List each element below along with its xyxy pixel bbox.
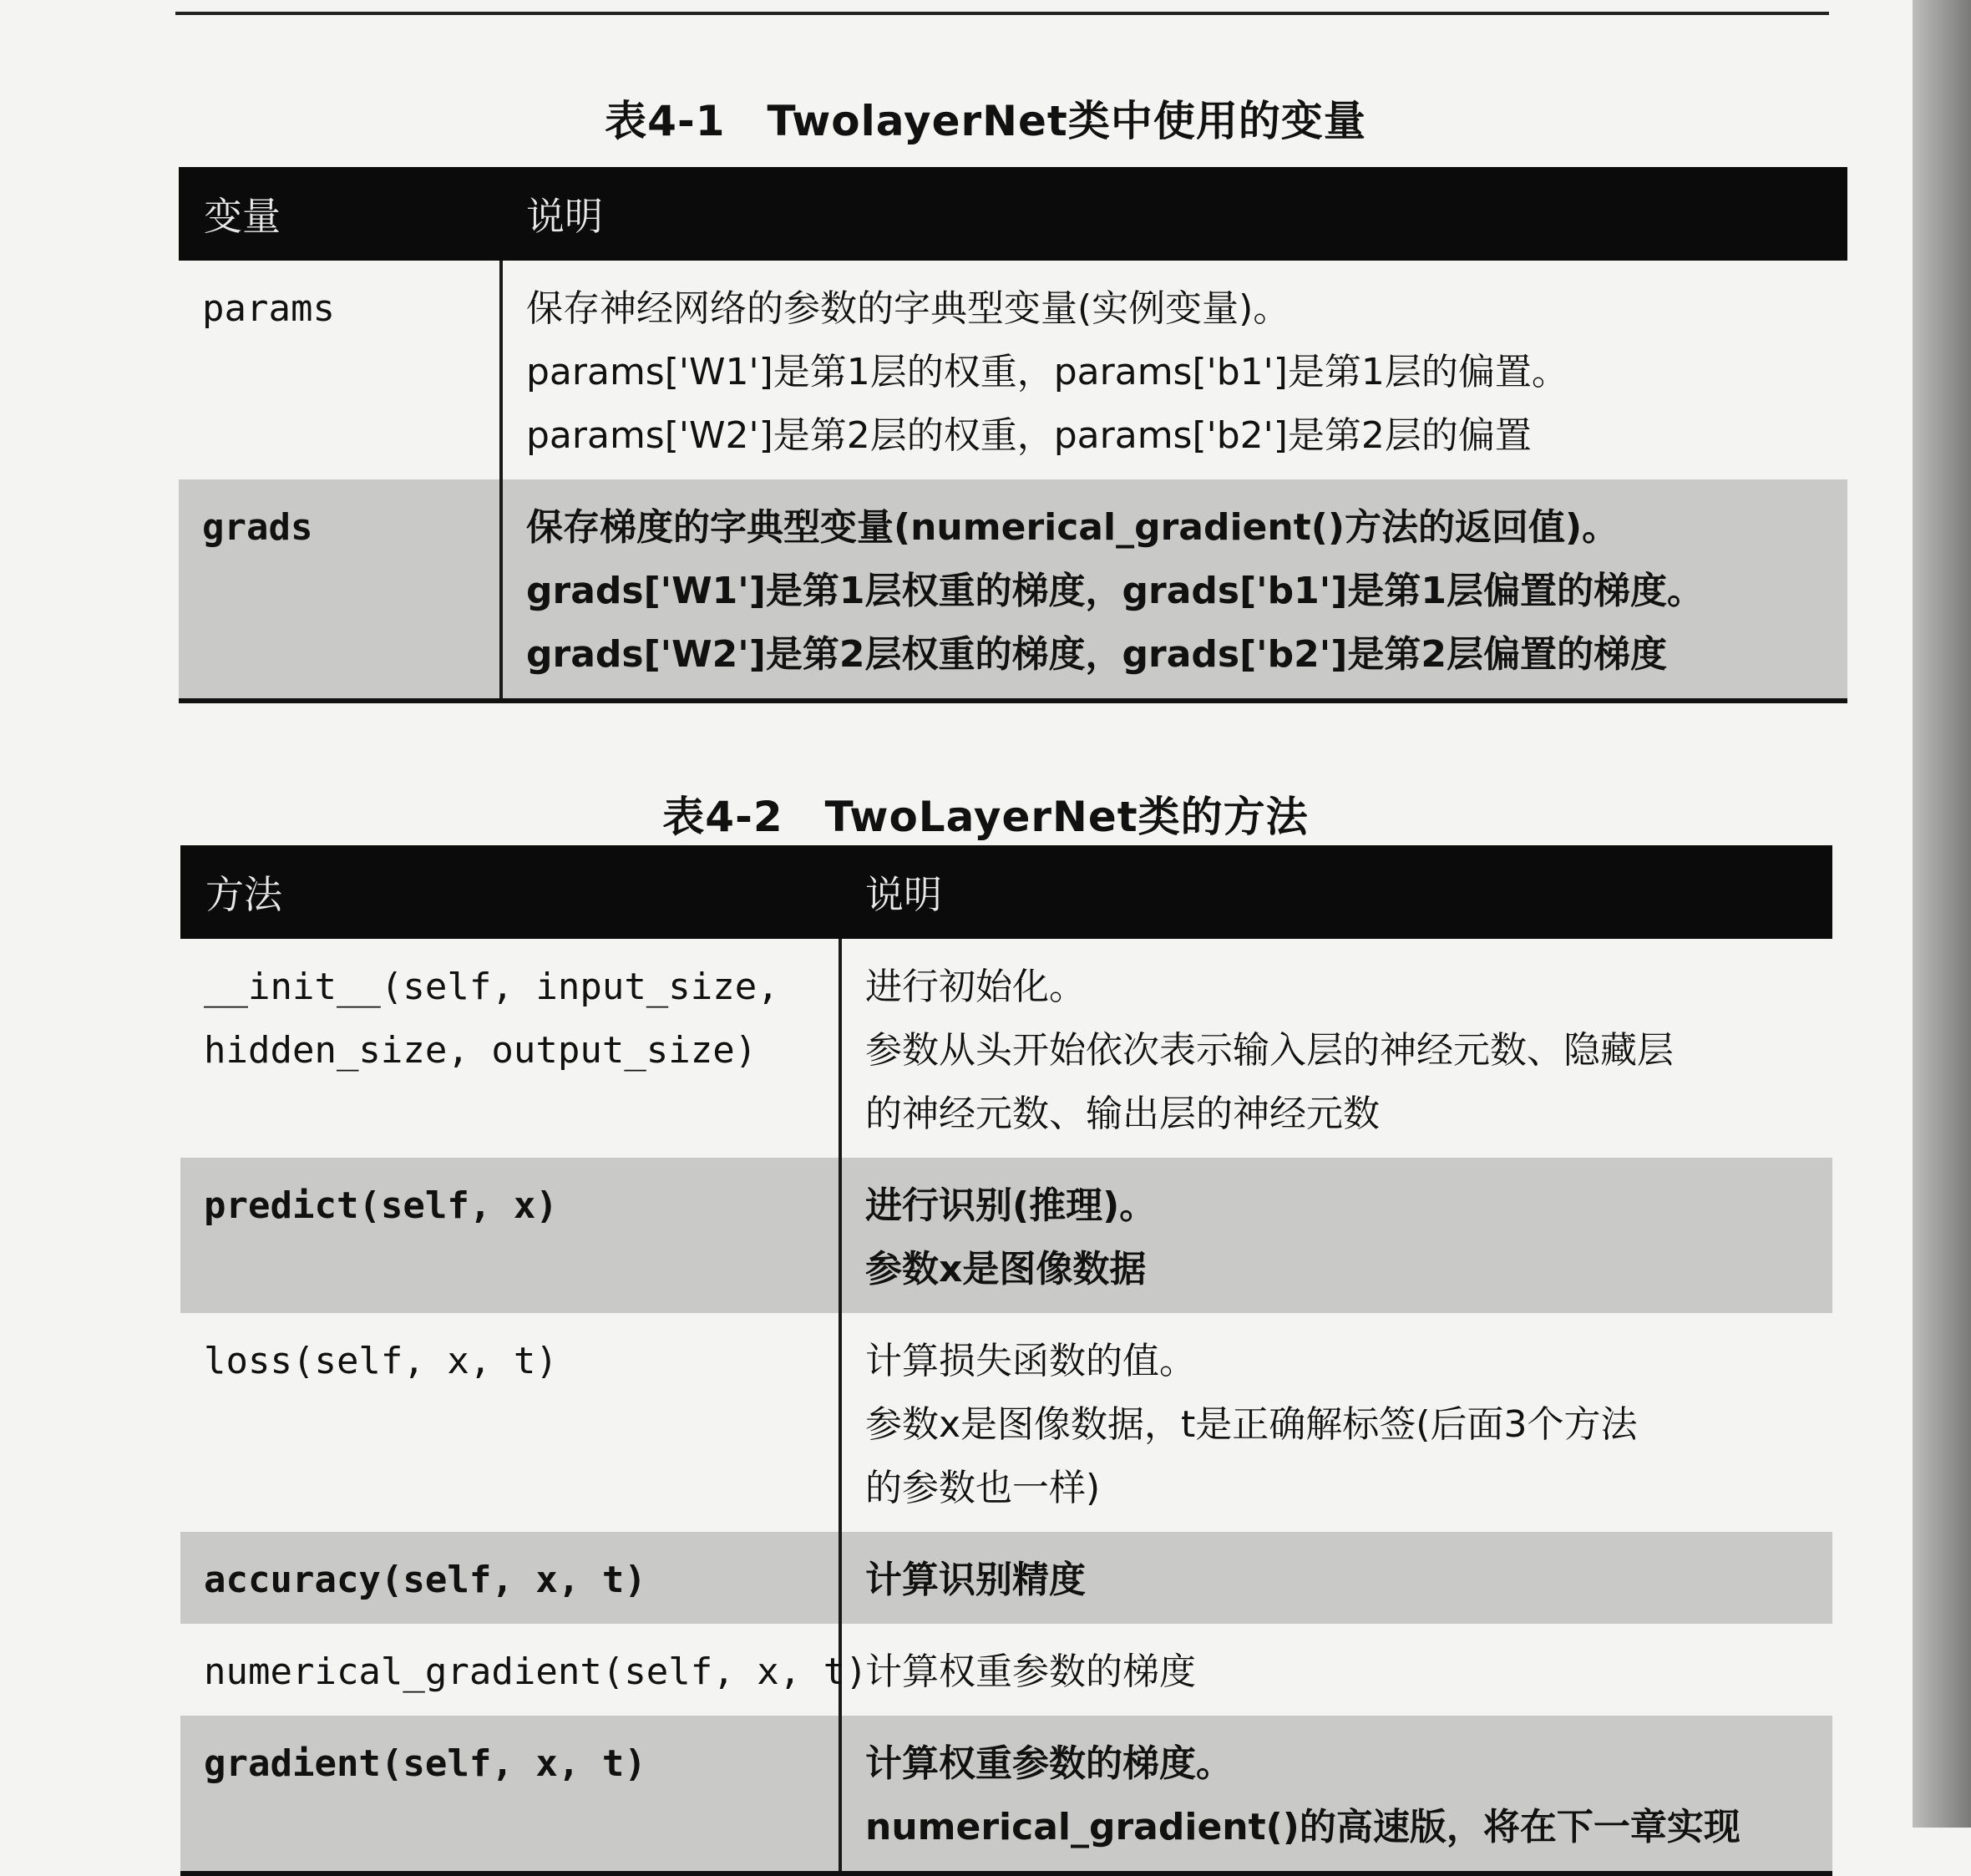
method-description (840, 939, 1832, 1158)
table1-caption (0, 88, 1971, 148)
table-row (180, 1716, 1832, 1873)
table1-caption-number: 表4-1 (605, 97, 726, 145)
table-row (180, 1313, 1832, 1532)
method-signature (180, 939, 840, 1158)
description-line: grads['W1']是第1层权重的梯度，grads['b1']是第1层偏置的梯度。 (526, 570, 1704, 612)
variable-name: params (179, 261, 501, 479)
methods-table (180, 845, 1832, 1876)
header-method: 方法 (180, 845, 840, 939)
table-row (180, 1532, 1832, 1624)
method-signature (180, 1532, 840, 1624)
method-description (840, 1624, 1832, 1716)
signature-line: predict(self, x) (204, 1184, 558, 1227)
description-line: 计算识别精度 (865, 1559, 1086, 1601)
signature-line: loss(self, x, t) (204, 1340, 558, 1382)
description-line: 计算损失函数的值。 (865, 1340, 1196, 1382)
method-signature (180, 1158, 840, 1313)
description-line: 的神经元数、输出层的神经元数 (865, 1093, 1380, 1135)
description-line: 计算权重参数的梯度。 (865, 1742, 1233, 1785)
variable-description (501, 479, 1847, 701)
description-line: 进行识别(推理)。 (865, 1184, 1157, 1227)
table-row (180, 1158, 1832, 1313)
description-line: 参数x是图像数据 (865, 1248, 1147, 1290)
description-line: 参数x是图像数据，t是正确解标签(后面3个方法 (865, 1403, 1638, 1446)
variable-description (501, 261, 1847, 479)
variable-name: grads (179, 479, 501, 701)
page-binding-shadow (1913, 0, 1971, 1828)
method-signature (180, 1624, 868, 1716)
table2-caption-title: TwoLayerNet类的方法 (824, 793, 1309, 841)
signature-line: hidden_size, output_size) (204, 1029, 757, 1072)
description-line: 计算权重参数的梯度 (865, 1650, 1196, 1693)
table-row (179, 479, 1847, 701)
description-line: 保存神经网络的参数的字典型变量(实例变量)。 (526, 287, 1290, 330)
header-description: 说明 (501, 167, 1847, 261)
description-line: 参数从头开始依次表示输入层的神经元数、隐藏层 (865, 1029, 1674, 1072)
table2-caption-number: 表4-2 (662, 793, 783, 841)
table-row (180, 939, 1832, 1158)
description-line: 保存梯度的字典型变量(numerical_gradient()方法的返回值)。 (526, 506, 1619, 549)
table2-caption (0, 783, 1971, 844)
method-signature (180, 1716, 840, 1873)
description-line: 的参数也一样) (865, 1467, 1101, 1509)
signature-line: gradient(self, x, t) (204, 1742, 646, 1785)
description-line: params['W2']是第2层的权重，params['b2']是第2层的偏置 (526, 414, 1532, 457)
table-row (179, 261, 1847, 479)
method-description (840, 1532, 1832, 1624)
signature-line: numerical_gradient(self, x, t) (204, 1650, 868, 1693)
table-row (180, 1624, 1832, 1716)
table-header-row (179, 167, 1847, 261)
variables-table (179, 167, 1847, 703)
method-signature (180, 1313, 840, 1532)
description-line: grads['W2']是第2层权重的梯度，grads['b2']是第2层偏置的梯度 (526, 633, 1667, 676)
description-line: numerical_gradient()的高速版，将在下一章实现 (865, 1806, 1740, 1848)
description-line: 进行初始化。 (865, 966, 1086, 1008)
signature-line: accuracy(self, x, t) (204, 1559, 646, 1601)
table1-caption-title: TwolayerNet类中使用的变量 (767, 97, 1366, 145)
method-description (840, 1313, 1832, 1532)
method-description (840, 1716, 1832, 1873)
signature-line: __init__(self, input_size, (204, 966, 779, 1008)
header-description: 说明 (840, 845, 1832, 939)
method-description (840, 1158, 1832, 1313)
table-header-row (180, 845, 1832, 939)
page-top-rule (175, 0, 1829, 15)
header-variable: 变量 (179, 167, 501, 261)
description-line: params['W1']是第1层的权重，params['b1']是第1层的偏置。 (526, 351, 1568, 393)
